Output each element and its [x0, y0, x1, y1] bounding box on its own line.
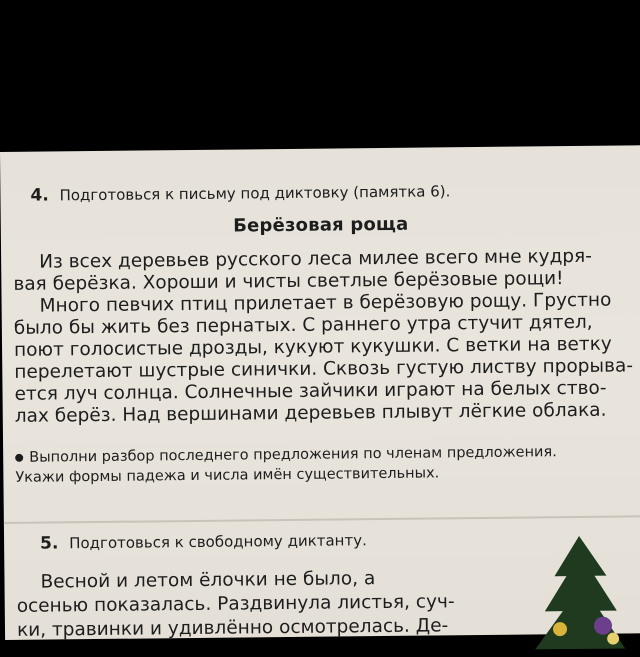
text-line: Много певчих птиц прилетает в берёзовую рощу. Грустно — [39, 289, 612, 317]
task-4-number: 4. — [30, 185, 49, 206]
text-line: ется луч солнца. Солнечные зайчики играют на белых ство- — [14, 377, 607, 405]
text-line: поют голосистые дрозды, кукуют кукушки. С ветки на ветку — [13, 333, 612, 361]
task-5-instruction: Подготовься к свободному диктанту. — [69, 531, 367, 553]
text-line: осенью показалась. Раздвинула листья, суч- — [16, 591, 455, 617]
text-line: Из всех деревьев русского леса милее всего мне кудря- — [39, 245, 593, 273]
task-4-instruction: Подготовься к письму под диктовку (памятка 6). — [59, 182, 451, 205]
task-5-header — [40, 530, 367, 553]
text-line: вая берёзка. Хороши и чисты светлые берёзовые рощи! — [13, 268, 564, 295]
exercise-line-1 — [15, 443, 625, 465]
task-4-header — [30, 181, 450, 205]
free-dictation-line-3 — [17, 615, 447, 642]
bullet-icon — [15, 454, 23, 462]
free-dictation-line-1 — [40, 567, 440, 593]
free-dictation-line-2 — [16, 591, 455, 618]
fir-tree-illustration-icon — [524, 530, 635, 651]
textbook-page — [0, 145, 640, 640]
text-line: Весной и летом ёлочки не было, а — [40, 568, 376, 593]
text-line: лах берёз. Над вершинами деревьев плывут лёгкие облака. — [14, 399, 607, 427]
text-line: ки, травинки и удивлённо осмотрелась. Де- — [16, 615, 449, 641]
task-5-number: 5. — [39, 533, 59, 554]
section-divider — [4, 515, 640, 524]
text-line: было бы жить без пернатых. С раннего утра стучит дятел, — [13, 311, 593, 339]
exercise-text-2: Укажи формы падежа и числа имён существительных. — [15, 465, 440, 486]
exercise-line-2 — [15, 463, 625, 485]
dictation-title: Берёзовая роща — [233, 213, 409, 237]
text-line: перелетают шустрые синички. Сквозь густую листву прорыва- — [14, 355, 634, 383]
exercise-text-1: Выполни разбор последнего предложения по членам предложения. — [29, 444, 557, 466]
